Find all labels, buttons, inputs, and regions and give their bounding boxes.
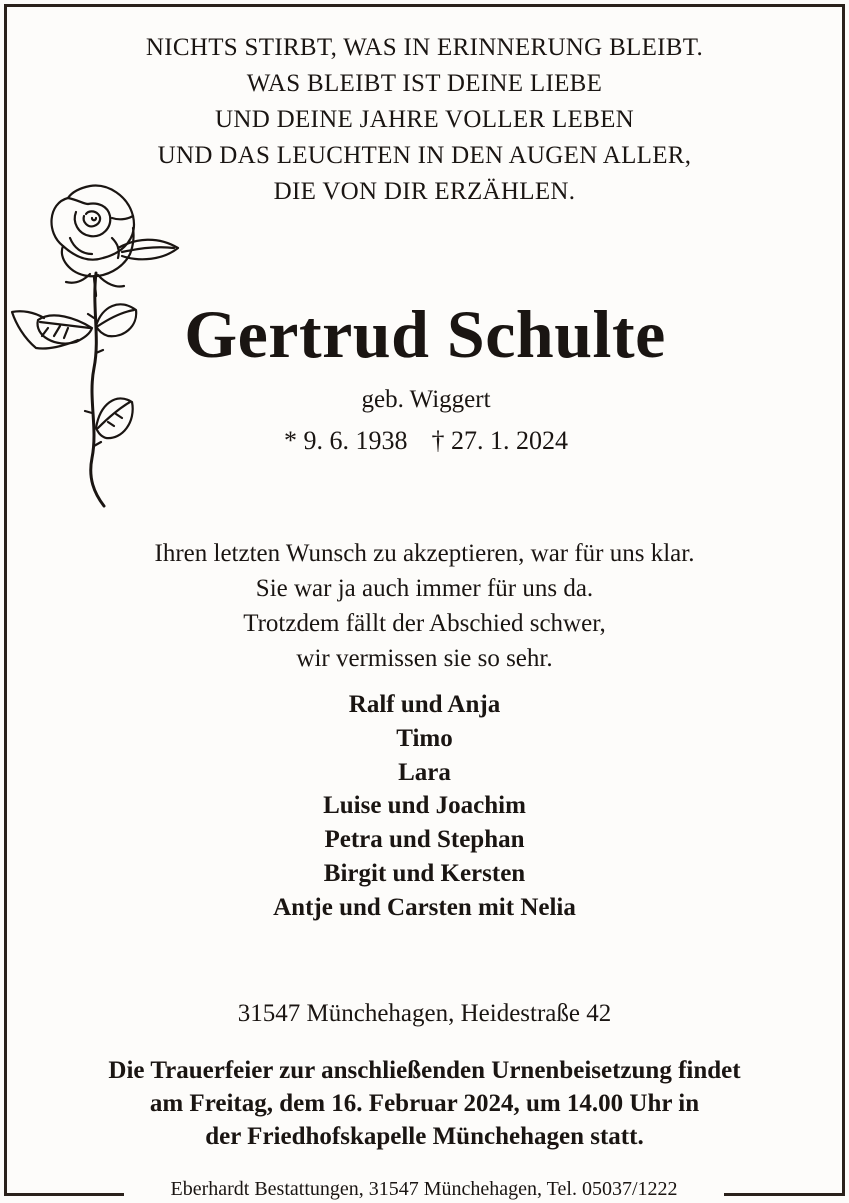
mourner-entry: Ralf und Anja [348,691,501,718]
quote-line: Ihren letzten Wunsch zu akzeptieren, war für uns klar. [154,540,695,567]
funeral-home-footer: Eberhardt Bestattungen, 31547 Münchehagen, Tel. 05037/1222 [124,1175,724,1203]
poem-line: UND DAS LEUCHTEN IN DEN AUGEN ALLER, [157,142,692,169]
birth-name: geb. Wiggert [361,386,491,413]
ceremony-line: der Friedhofskapelle Münchehagen statt. [205,1123,644,1150]
deceased-name: Gertrud Schulte [184,296,666,372]
mourner-entry: Lara [398,758,451,786]
life-dates [0,426,849,456]
quote-line: Trotzdem fällt der Abschied schwer, [243,610,606,637]
quote-line: Sie war ja auch immer für uns da. [255,575,594,602]
poem-line: WAS BLEIBT IST DEINE LIEBE [246,70,603,97]
birth-date: * 9. 6. 1938 [284,426,408,455]
mourners-list [0,688,849,925]
mourner-entry: Luise und Joachim [323,792,526,820]
ceremony-line: Die Trauerfeier zur anschließenden Urnenbeisetzung findet [108,1057,741,1084]
ceremony-line: am Freitag, dem 16. Februar 2024, um 14.00 Uhr in [149,1090,700,1117]
farewell-quote [0,536,849,676]
poem-line: NICHTS STIRBT, WAS IN ERINNERUNG BLEIBT. [145,34,704,61]
mourner-entry: Timo [396,724,453,752]
mourner-entry: Petra und Stephan [324,826,525,854]
address: 31547 Münchehagen, Heidestraße 42 [237,1000,612,1027]
ceremony-info [0,1054,849,1153]
quote-line: wir vermissen sie so sehr. [296,645,553,672]
poem-line: DIE VON DIR ERZÄHLEN. [273,178,576,205]
poem-line: UND DEINE JAHRE VOLLER LEBEN [214,106,634,133]
mourner-entry: Antje und Carsten mit Nelia [273,893,576,921]
death-date: † 27. 1. 2024 [431,426,568,455]
mourner-entry: Birgit und Kersten [323,859,526,887]
